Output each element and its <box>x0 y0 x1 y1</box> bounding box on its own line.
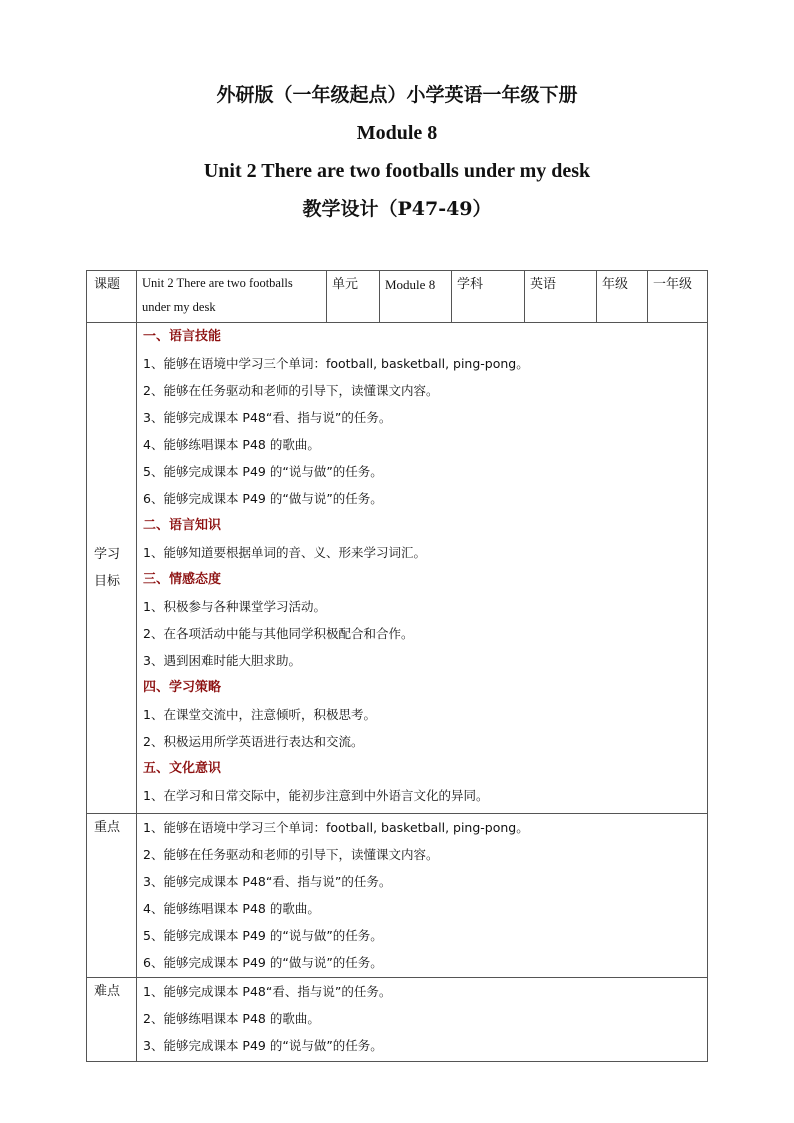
module-title: Module 8 <box>356 122 438 144</box>
document-titles <box>0 76 794 228</box>
lesson-plan-table <box>86 270 708 1062</box>
document-title: 外研版（一年级起点）小学英语一年级下册 <box>216 84 578 106</box>
difficulty-item: 2、能够练唱课本 P48 的歌曲。 <box>143 1011 320 1026</box>
difficulties-row <box>87 978 708 1062</box>
unit-title: Unit 2 There are two footballs under my desk <box>203 160 591 182</box>
topic-value: Unit 2 There are two footballs under my desk <box>137 271 327 323</box>
section-heading: 一、语言技能 <box>143 329 222 344</box>
key-point-item: 1、能够在语境中学习三个单词：football, basketball, ping-pong。 <box>143 820 529 835</box>
objective-item: 3、遇到困难时能大胆求助。 <box>143 653 301 668</box>
objective-item: 3、能够完成课本 P48“看、指与说”的任务。 <box>143 410 392 425</box>
grade-value: 一年级 <box>648 271 708 323</box>
objective-item: 5、能够完成课本 P49 的“说与做”的任务。 <box>143 464 383 479</box>
objective-item: 1、在课堂交流中，注意倾听，积极思考。 <box>143 707 376 722</box>
subject-value: 英语 <box>525 271 597 323</box>
grade-label: 年级 <box>597 271 648 323</box>
difficulty-item: 3、能够完成课本 P49 的“说与做”的任务。 <box>143 1038 383 1053</box>
objectives-content <box>137 323 708 814</box>
section-heading: 四、学习策略 <box>143 680 222 695</box>
objective-item: 1、在学习和日常交际中，能初步注意到中外语言文化的异同。 <box>143 788 489 803</box>
objective-item: 4、能够练唱课本 P48 的歌曲。 <box>143 437 320 452</box>
difficulties-label: 难点 <box>87 978 137 1062</box>
key-point-item: 2、能够在任务驱动和老师的引导下，读懂课文内容。 <box>143 847 439 862</box>
objective-item: 2、在各项活动中能与其他同学积极配合和合作。 <box>143 626 414 641</box>
objective-item: 2、积极运用所学英语进行表达和交流。 <box>143 734 364 749</box>
unit-label: 单元 <box>327 271 380 323</box>
difficulties-content <box>137 978 708 1062</box>
objectives-row <box>87 323 708 814</box>
key-point-item: 6、能够完成课本 P49 的“做与说”的任务。 <box>143 955 383 970</box>
objective-item: 6、能够完成课本 P49 的“做与说”的任务。 <box>143 491 383 506</box>
header-row <box>87 271 708 323</box>
key-points-row <box>87 814 708 978</box>
key-point-item: 5、能够完成课本 P49 的“说与做”的任务。 <box>143 928 383 943</box>
subject-label: 学科 <box>452 271 525 323</box>
objectives-label-line1: 学习 <box>94 547 121 562</box>
objective-item: 2、能够在任务驱动和老师的引导下，读懂课文内容。 <box>143 383 439 398</box>
key-points-label: 重点 <box>87 814 137 978</box>
objective-item: 1、能够知道要根据单词的音、义、形来学习词汇。 <box>143 545 426 560</box>
section-heading: 五、文化意识 <box>143 761 222 776</box>
objectives-label <box>87 323 137 814</box>
objectives-label-line2: 目标 <box>94 574 121 589</box>
difficulty-item: 1、能够完成课本 P48“看、指与说”的任务。 <box>143 984 392 999</box>
design-title: 教学设计（P47-49） <box>302 198 492 220</box>
objective-item: 1、积极参与各种课堂学习活动。 <box>143 599 326 614</box>
section-heading: 二、语言知识 <box>143 518 222 533</box>
objective-item: 1、能够在语境中学习三个单词：football, basketball, ping-pong。 <box>143 356 529 371</box>
topic-label: 课题 <box>87 271 137 323</box>
key-point-item: 4、能够练唱课本 P48 的歌曲。 <box>143 901 320 916</box>
key-point-item: 3、能够完成课本 P48“看、指与说”的任务。 <box>143 874 392 889</box>
section-heading: 三、情感态度 <box>143 572 222 587</box>
key-points-content <box>137 814 708 978</box>
unit-value: Module 8 <box>380 271 452 323</box>
